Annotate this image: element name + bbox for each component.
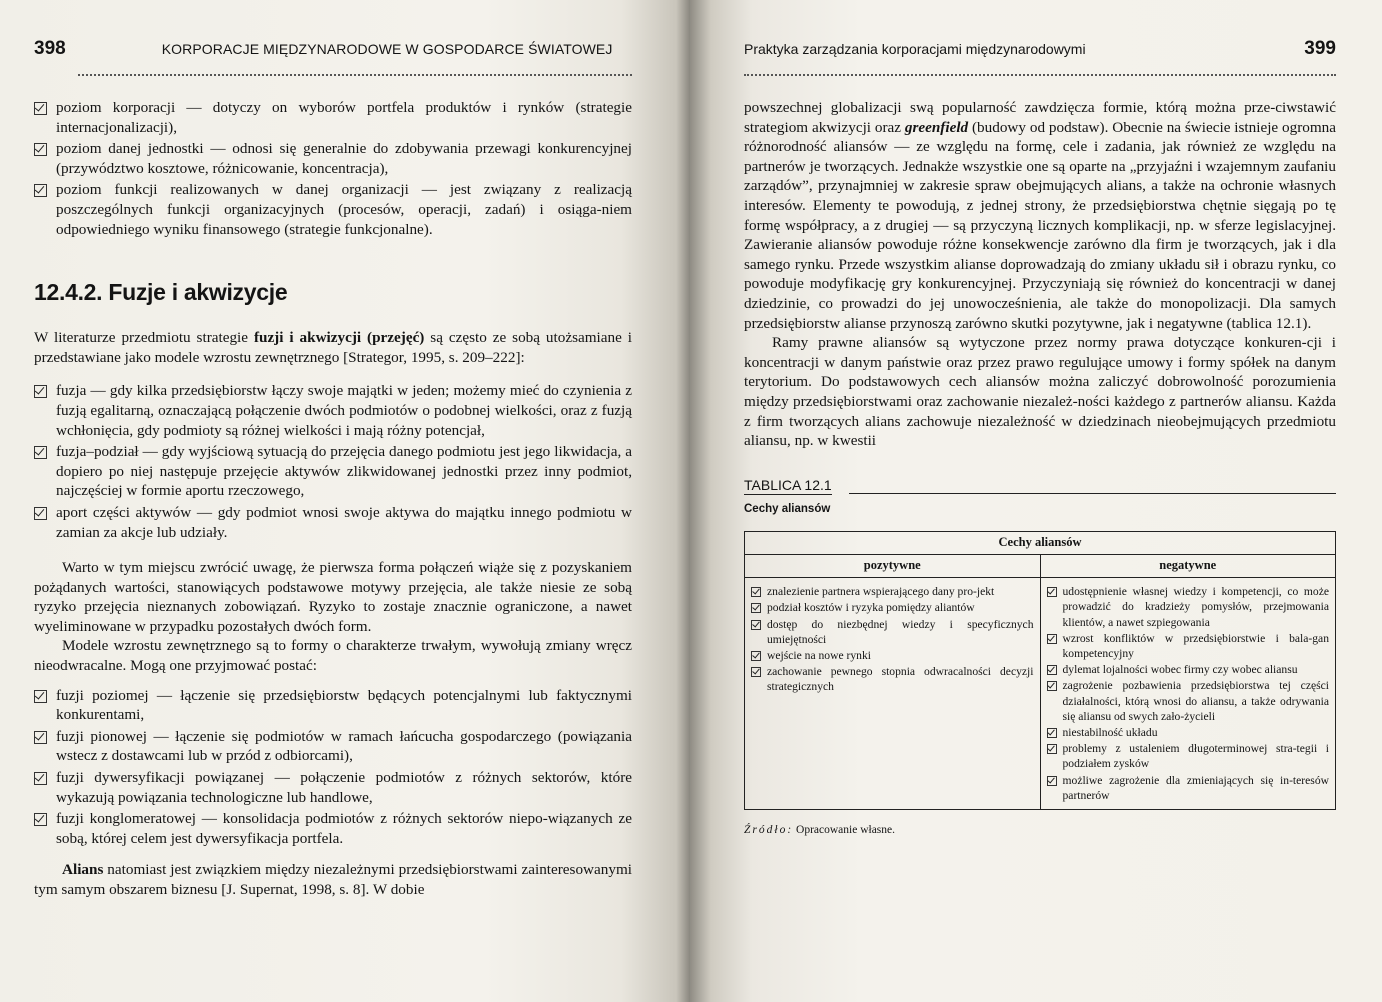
list-item: fuzja–podział — gdy wyjściową sytuacją do przejęcia danego podmiotu jest jego likwidacja, a dopiero po niej następuje przejęcie aktywów zlikwidowanej jednostki przez inny podmiot, najczęściej w formie aportu rzeczowego, [34,442,632,501]
checkbox-bullet-icon [751,651,761,661]
running-title: KORPORACJE MIĘDZYNARODOWE W GOSPODARCE ŚWIATOWEJ [161,41,613,57]
checkbox-bullet-icon [1047,587,1057,597]
checkbox-bullet-icon [34,690,47,703]
table-list-item: wzrost konfliktów w przedsiębiorstwie i bala-gan kompetencyjny [1047,631,1330,661]
column-header-positive: pozytywne [745,554,1041,577]
column-header-negative: negatywne [1040,554,1336,577]
checkbox-bullet-icon [751,603,761,613]
table-list-item: podział kosztów i ryzyka pomiędzy aliantów [751,600,1034,615]
checkbox-bullet-icon [34,772,47,785]
checkbox-bullet-icon [1047,665,1057,675]
page-number: 399 [1304,38,1336,59]
positive-cell [745,578,1041,810]
table-caption: Cechy aliansów [744,502,831,515]
paragraph: powszechnej globalizacji swą popularność zawdzięcza formie, którą można prze-ciwstawić strategiom akwizycji oraz greenfield (budowy od podstaw). Obecnie na świecie istnieje ogromna różnorodność aliansów — ze względu na formę, cele i zadania, jak również ze względu na partnerów je tworzących. Jednakże wszystkie one są oparte na „przyjaźni i wzajemnym zaufaniu zarządów”, przynajmniej w zakresie spraw obejmujących alians, a także na ochronie własnych interesów. Elementy te powodują, z jednej strony, że przedsiębiorstwa chętnie sięgają po tę formę współpracy, a z drugiej — są przyczyną licznych komplikacji, np. w sferze legislacyjnej. Zawieranie aliansów powoduje różne konsekwencje zarówno dla firm je tworzących, jak i dla samego rynku. Przede wszystkim alianse doprowadzają do zmiany układu sił i obrazu rynku, co powoduje modyfikację gry konkurencyjnej. Przyczyniają się również do koncentracji w danej dziedzinie, co prowadzi do jej unowocześnienia, ale także do monopolizacji. Dla samych przedsiębiorstw alianse przynoszą zarówno skutki pozytywne, jak i negatywne (tablica 12.1). [744,99,1337,332]
checkbox-bullet-icon [34,446,47,459]
table-list-item: dylemat lojalności wobec firmy czy wobec aliansu [1047,662,1330,677]
dotted-rule [744,66,1336,76]
right-page [690,0,1382,1002]
checkbox-bullet-icon [1047,744,1057,754]
checkbox-bullet-icon [1047,728,1057,738]
list-item: aport części aktywów — gdy podmiot wnosi swoje aktywa do majątku innego podmiotu w zamian za akcje lub udziały. [34,503,632,542]
list-item: poziom danej jednostki — odnosi się generalnie do zdobywania przewagi konkurencyjnej (przywództwo kosztowe, różnicowanie, koncentracja), [34,139,632,178]
checkbox-bullet-icon [34,507,47,520]
table-list-item: wejście na nowe rynki [751,648,1034,663]
left-page [0,0,690,1002]
right-page-header [744,38,1336,60]
intro-paragraph: W literaturze przedmiotu strategie fuzji i akwizycji (przejęć) są często ze sobą utożsamiane i przedstawiane jako modele wzrostu zewnętrznego [Strategor, 1995, s. 209–222]: [34,329,632,366]
table-list-item: dostęp do niezbędnej wiedzy i specyficznych umiejętności [751,617,1034,647]
alliance-features-table [744,531,1336,810]
table-group-header: Cechy aliansów [745,531,1336,554]
table-list-item: znalezienie partnera wspierającego dany pro-jekt [751,584,1034,599]
checkbox-bullet-icon [34,143,47,156]
page-number: 398 [34,38,66,59]
list-item: fuzja — gdy kilka przedsiębiorstw łączy swoje majątki w jeden; możemy mieć do czynienia z fuzją egalitarną, oznaczającą połączenie dwóch podmiotów o podobnej wielkości, oraz z fuzją wchłonięcia, gdy podmioty są różnej wielkości i mają różny potencjał, [34,381,632,440]
list-item: poziom korporacji — dotyczy on wyborów portfela produktów i rynków (strategie internacjonalizacji), [34,98,632,137]
list-item: fuzji dywersyfikacji powiązanej — połączenie podmiotów z różnych sektorów, które wykazują powiązania technologiczne lub handlowe, [34,768,632,807]
checkbox-bullet-icon [34,102,47,115]
table-list-item: zagrożenie pozbawienia przedsiębiorstwa tej części działalności, którą wnosi do aliansu, a także odrywania się aliansu od swych zało-życieli [1047,678,1330,724]
running-title: Praktyka zarządzania korporacjami międzynarodowymi [744,41,1086,57]
section-title: 12.4.2. Fuzje i akwizycje [34,279,288,306]
list-item: fuzji pionowej — łączenie się podmiotów w ramach łańcucha gospodarczego (powiązania wstecz z dostawcami lub w przód z odbiorcami), [34,727,632,766]
table-label: TABLICA 12.1 [744,476,832,493]
dotted-rule [78,66,632,76]
checkbox-bullet-icon [34,385,47,398]
checkbox-bullet-icon [1047,634,1057,644]
left-page-header [34,38,632,60]
negative-cell [1040,578,1336,810]
checkbox-bullet-icon [1047,681,1057,691]
checkbox-bullet-icon [751,667,761,677]
checkbox-bullet-icon [34,731,47,744]
checkbox-bullet-icon [1047,776,1057,786]
list-item: fuzji poziomej — łączenie się przedsiębiorstw będących potencjalnymi lub faktycznymi konkurentami, [34,686,632,725]
paragraph: Warto w tym miejscu zwrócić uwagę, że pierwsza forma połączeń wiąże się z pozyskaniem pożądanych wartości, stanowiących podstawowe motywy przejęcia, ale także niesie ze sobą ryzyko przejęcia nieznanych zobowiązań. Ryzyko to zostaje znacznie ograniczone, a nawet wyeliminowane w przypadku pozostałych dwóch form. [34,559,632,635]
table-list-item: zachowanie pewnego stopnia odwracalności decyzji strategicznych [751,664,1034,694]
table-heading [744,477,1336,515]
paragraph: Ramy prawne aliansów są wytyczone przez normy prawa dotyczące konkuren-cji i koncentracji w danym państwie oraz przez prawo regulujące umowy i formy spółek na danym terytorium. Do podstawowych cech aliansów można zaliczyć dobrowolność porozumienia między przedsiębiorstwami oraz zachowanie niezależ-ności każdego z partnerów aliansu. Każda z firm tworzących alians zachowuje niezależność w dziedzinach nieobejmujących przedmiotu aliansu, np. w kwestii [744,334,1336,450]
checkbox-bullet-icon [34,184,47,197]
table-heading-rule [849,493,1336,494]
checkbox-bullet-icon [751,620,761,630]
paragraph: Alians natomiast jest związkiem między niezależnymi przedsiębiorstwami zainteresowanymi tym samym obszarem biznesu [J. Supernat, 1998, s. 8]. W dobie [34,861,632,898]
list-item: poziom funkcji realizowanych w danej organizacji — jest związany z realizacją poszczególnych funkcji organizacyjnych (procesów, operacji, zadań) i osiąga-niem odpowiedniego wyniku finansowego (strategie funkcjonalne). [34,180,632,239]
table-list-item: udostępnienie własnej wiedzy i kompetencji, co może prowadzić do kradzieży pomysłów, przejmowania klientów, a nawet szpiegowania [1047,584,1330,630]
table-list-item: niestabilność układu [1047,725,1330,740]
checkbox-bullet-icon [751,587,761,597]
table-list-item: problemy z ustaleniem długoterminowej stra-tegii i podziałem zysków [1047,741,1330,771]
table-list-item: możliwe zagrożenie dla zmieniających się in-teresów partnerów [1047,773,1330,803]
checkbox-bullet-icon [34,813,47,826]
table-source: Źródło: Opracowanie własne. [744,823,896,836]
list-item: fuzji konglomeratowej — konsolidacja podmiotów z różnych sektorów niepo-wiązanych ze sobą, której celem jest dywersyfikacja portfela. [34,809,632,848]
paragraph: Modele wzrostu zewnętrznego są to formy o charakterze trwałym, wywołują zmiany wręcz nieodwracalne. Mogą one przyjmować postać: [34,637,632,675]
